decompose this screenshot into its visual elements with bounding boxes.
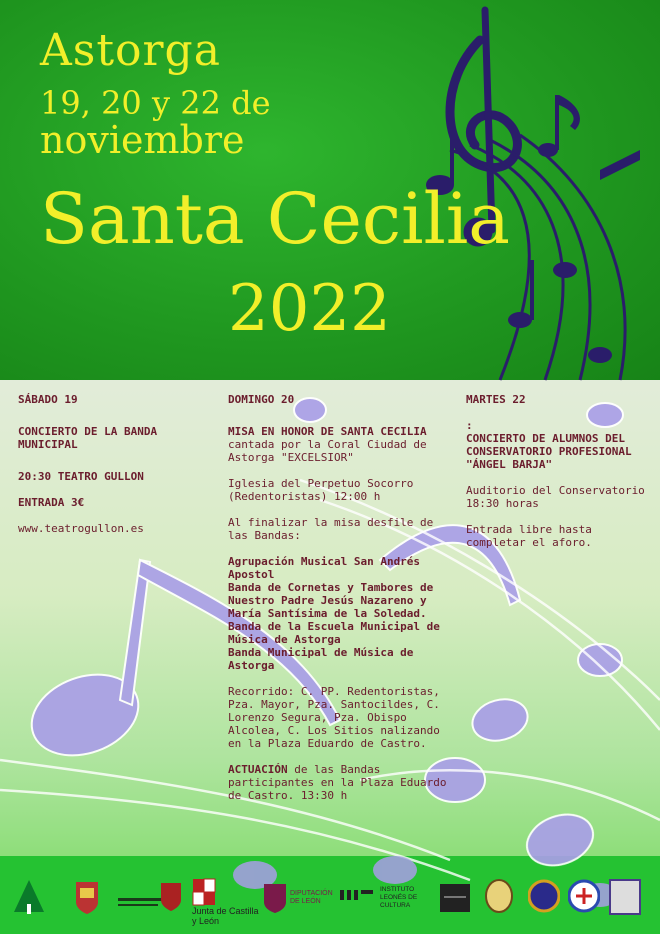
sponsor-logos (0, 872, 660, 928)
diputacion-label: DIPUTACIÓN DE LEÓN (290, 890, 333, 905)
theatre-website-link[interactable]: www.teatrogullon.es (18, 522, 144, 535)
astorga-tree-logo-icon (12, 878, 46, 918)
saturday-price: ENTRADA 3€ (18, 496, 85, 509)
parade-intro: Al finalizar la misa desfile de las Bandas: (228, 516, 434, 542)
junta-shield-icon (192, 878, 216, 906)
performance-label: ACTUACIÓN (228, 763, 288, 776)
band-item: Banda de la Escuela Municipal de Música de Astorga (228, 620, 440, 646)
mass-title: MISA EN HONOR DE SANTA CECILIA (228, 425, 427, 438)
event-dates: 19, 20 y 22 de (40, 84, 271, 122)
bands-list (228, 555, 448, 672)
dark-square-logo-icon (440, 884, 470, 912)
bands-performance (228, 763, 448, 802)
event-month: noviembre (40, 118, 245, 162)
diputacion-shield-icon (262, 882, 288, 914)
saturday-time-place: 20:30 TEATRO GULLON (18, 470, 144, 483)
instituto-label: INSTITUTO LEONÉS DE CULTURA (380, 886, 418, 909)
ilc-mark-icon (340, 888, 378, 902)
junta-label: Junta de Castilla y León (192, 906, 259, 926)
coat-of-arms-icon (74, 880, 100, 916)
band-item: Banda Municipal de Música de Astorga (228, 646, 414, 672)
parade-route: Recorrido: C. PP. Redentoristas, Pza. Mayor, Pza. Santocildes, C. Lorenzo Segura, Pza. Obispo Alcolea, C. Los Sitios nalizando en la Plaza Eduardo de Castro. (228, 685, 440, 750)
saturday-column (18, 393, 218, 548)
tuesday-event: CONCIERTO DE ALUMNOS DEL CONSERVATORIO PROFESIONAL "ÁNGEL BARJA" (466, 432, 632, 471)
city-name: Astorga (40, 25, 221, 76)
sunday-column (228, 393, 448, 815)
poster-year: 2022 (228, 272, 391, 346)
tuesday-entry: Entrada libre hasta completar el aforo. (466, 523, 592, 549)
shield-logo-icon (160, 882, 182, 912)
band-emblem-icon (528, 878, 560, 914)
saturday-day: SÁBADO 19 (18, 393, 78, 406)
brass-band-logo-icon (608, 876, 642, 918)
saturday-event: CONCIERTO DE LA BANDA MUNICIPAL (18, 425, 158, 451)
municipal-crest-icon (484, 876, 514, 918)
band-item: Banda de Cornetas y Tambores de Nuestro Padre Jesús Nazareno y María Santísima de la Soledad. (228, 581, 434, 620)
sunday-day: DOMINGO 20 (228, 393, 295, 406)
tuesday-day: MARTES 22 (466, 393, 526, 406)
tuesday-colon: : (466, 419, 473, 432)
mass-description: cantada por la Coral Ciudad de Astorga "EXCELSIOR" (228, 438, 427, 464)
tuesday-place: Auditorio del Conservatorio 18:30 horas (466, 484, 645, 510)
performance-details: de las Bandas participantes en la Plaza Eduardo de Castro. 13:30 h (228, 763, 447, 802)
mass-place: Iglesia del Perpetuo Socorro (Redentoristas) 12:00 h (228, 477, 414, 503)
tuesday-column (466, 393, 656, 562)
conservatory-emblem-icon (568, 878, 600, 914)
poster-title: Santa Cecilia (40, 178, 510, 260)
band-item: Agrupación Musical San Andrés Apostol (228, 555, 421, 581)
